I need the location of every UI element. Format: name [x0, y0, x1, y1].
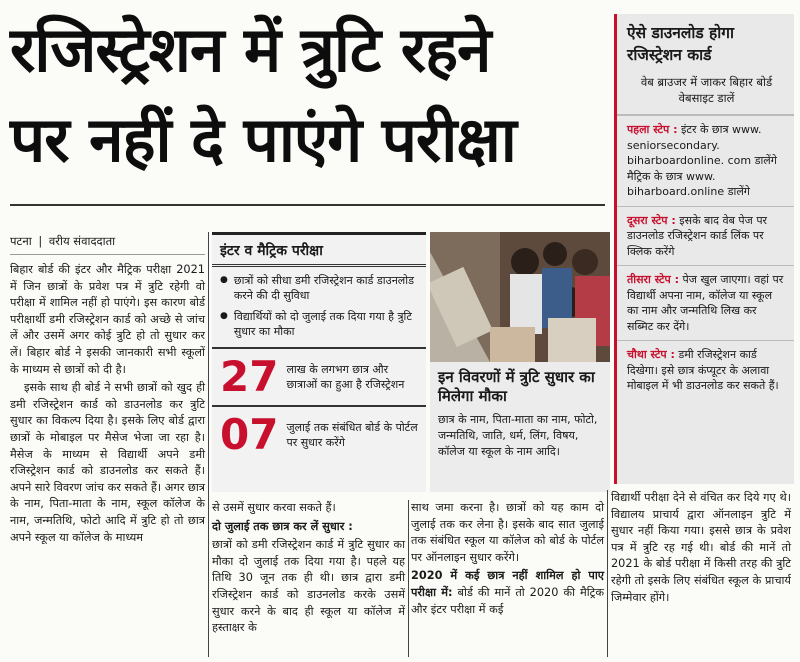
- step-1-text: इंटर के छात्र www. seniorsecondary. biharboardonline. com डालेंगे मैट्रिक के छात्र www. biharboard.online डालेंगे: [627, 123, 777, 198]
- fact-bullet-2-text: विद्यार्थियों को दो जुलाई तक दिया गया है त्रुटि सुधार का मौका: [233, 310, 412, 338]
- column-2-text: [212, 500, 405, 639]
- byline-reporter: वरीय संवाददाता: [48, 234, 116, 248]
- sidebar-intro: वेब ब्राउजर में जाकर बिहार बोर्ड वेबसाइट डालें: [617, 70, 794, 116]
- fact-box-bullets: [212, 267, 426, 343]
- col3-paragraph-1: साथ जमा करना है। छात्रों को यह काम दो जुलाई तक कर लेना है। इसके बाद सात जुलाई तक संबंधित स्कूल या कॉलेज को बोर्ड के पोर्टल पर ऑनलाइन सुधार करेंगे।: [411, 501, 604, 564]
- column-4-text: [611, 490, 791, 608]
- step-4-text: डमी रजिस्ट्रेशन कार्ड दिखेगा। इसे छात्र कंप्यूटर के अलावा मोबाइल में भी डाउनलोड कर सकते हैं।: [627, 348, 779, 392]
- headline-divider: [10, 204, 605, 206]
- col3-paragraph-2: बोर्ड की मानें तो 2020 की मैट्रिक और इंटर परीक्षा में कई: [411, 585, 604, 616]
- sidebar-step-2: [617, 207, 794, 267]
- step-1-label: पहला स्टेप :: [627, 123, 678, 136]
- byline-separator: |: [38, 234, 43, 248]
- bullet-dot-icon: ●: [220, 311, 228, 321]
- details-box: [430, 362, 610, 492]
- stat-2-number: 07: [220, 410, 279, 459]
- fact-bullet-1: [220, 273, 418, 303]
- step-2-text: इसके बाद वेब पेज पर डाउनलोड रजिस्ट्रेशन कार्ड लिंक पर क्लिक करेंगे: [627, 213, 768, 258]
- column-divider: [208, 232, 209, 657]
- column-divider: [607, 490, 608, 657]
- students-photo-illustration: [430, 232, 610, 362]
- bullet-dot-icon: ●: [220, 275, 228, 285]
- column-3-text: [411, 500, 604, 620]
- col2-paragraph-2: छात्रों को डमी रजिस्ट्रेशन कार्ड में त्रुटि सुधार का मौका दो जुलाई तक दिया गया है। पहले यह तिथि 30 जून तक ही थी। छात्र द्वारा डमी रजिस्ट्रेशन कार्ड को डाउनलोड करके उसमें सुधार करने के बाद ही स्कूल या कॉलेज में हस्ताक्षर के: [212, 538, 405, 635]
- col4-paragraph-1: विद्यार्थी परीक्षा देने से वंचित कर दिये गए थे। विद्यालय प्राचार्य द्वारा ऑनलाइन त्रुटि में सुधार नहीं किया गया। इससे छात्र के प्रवेश पत्र में त्रुटि रह गई थी। बोर्ड की मानें तो 2021 के बोर्ड परीक्षा में किसी तरह की त्रुटि रहेगी तो इसके लिए संबंधित स्कूल के प्राचार्य जिम्मेवार होंगे।: [611, 491, 791, 604]
- col2-paragraph-1: से उसमें सुधार करवा सकते हैं।: [212, 501, 336, 514]
- headline-line-1: रजिस्ट्रेशन में त्रुटि रहने: [10, 13, 491, 86]
- byline-city: पटना: [10, 234, 32, 248]
- byline: [10, 234, 205, 249]
- sidebar-step-3: [617, 266, 794, 341]
- stat-1-text: लाख के लगभग छात्र और छात्राओं का हुआ है रजिस्ट्रेशन: [286, 363, 405, 391]
- byline-rule: [10, 254, 205, 255]
- col3-subhead: 2020 में कई छात्र नहीं शामिल हो पाए परीक्षा में:: [411, 569, 604, 599]
- fact-bullet-1-text: छात्रों को सीधा डमी रजिस्ट्रेशन कार्ड डाउनलोड करने की दी सुविधा: [233, 274, 414, 302]
- stat-2-text: जुलाई तक संबंधित बोर्ड के पोर्टल पर सुधार करेंगे: [286, 421, 418, 449]
- students-photo: [430, 232, 610, 362]
- details-box-heading: इन विवरणों में त्रुटि सुधार का मिलेगा मौका: [438, 368, 595, 405]
- col1-paragraph-2: इसके साथ ही बोर्ड ने सभी छात्रों को खुद ही डमी रजिस्ट्रेशन कार्ड को डाउनलोड कर त्रुटि सुधार का विकल्प दिया है। इसके लिए बोर्ड द्वारा छात्रों के मोबाइल पर मैसेज भेजा जा रहा है। मैसेज के माध्यम से विद्यार्थी अपने डमी रजिस्ट्रेशन कार्ड को डाउनलोड कर सकते हैं। अपने सारे विवरण जांच कर सकते हैं। अगर छात्र के नाम, पिता-माता के नाम, स्कूल कॉलेज के नाम, जन्मतिथि, फोटो आदि में त्रुटि हो तो छात्र अपने स्कूल या कॉलेज के माध्यम: [10, 381, 206, 544]
- sidebar-title: ऐसे डाउनलोड होगा रजिस्ट्रेशन कार्ड: [627, 24, 735, 64]
- headline-line-2: पर नहीं दे पाएंगे परीक्षा: [10, 103, 516, 176]
- fact-stat-1: [212, 347, 426, 405]
- column-1-text: [10, 262, 205, 548]
- sidebar-step-1: [617, 116, 794, 207]
- stat-1-number: 27: [220, 352, 279, 401]
- step-4-label: चौथा स्टेप :: [627, 348, 675, 361]
- col1-paragraph-1: बिहार बोर्ड की इंटर और मैट्रिक परीक्षा 2021 में जिन छात्रों के प्रवेश पत्र में त्रुटि रहेगी वो परीक्षा में शामिल नहीं हो पाएंगे। इस कारण बोर्ड परीक्षार्थी डमी रजिस्ट्रेशन कार्ड को अच्छे से जांच लें और उसमें अगर कोई त्रुटि हो तो सुधार कर लें। बिहार बोर्ड ने इसकी जानकारी सभी स्कूलों के माध्यम से छात्रों को दी है।: [10, 263, 205, 376]
- fact-box: [212, 232, 426, 492]
- details-box-text: छात्र के नाम, पिता-माता का नाम, फोटो, जन्मतिथि, जाति, धर्म, लिंग, विषय, कॉलेज या स्कूल के नाम आदि।: [438, 413, 598, 458]
- step-3-text: पेज खुल जाएगा। वहां पर विद्यार्थी अपना नाम, कॉलेज या स्कूल का नाम और जन्मतिथि लिख कर सब्मिट कर देंगे।: [627, 273, 784, 333]
- step-2-label: दूसरा स्टेप :: [627, 213, 676, 227]
- column-divider: [408, 500, 409, 657]
- col2-subhead: दो जुलाई तक छात्र कर लें सुधार :: [212, 519, 353, 533]
- sidebar-step-4: [617, 341, 794, 400]
- fact-box-title: इंटर व मैट्रिक परीक्षा: [212, 235, 426, 267]
- download-sidebar: [614, 14, 794, 484]
- fact-bullet-2: [220, 309, 418, 339]
- step-3-label: तीसरा स्टेप :: [627, 273, 680, 286]
- fact-stat-2: [212, 405, 426, 463]
